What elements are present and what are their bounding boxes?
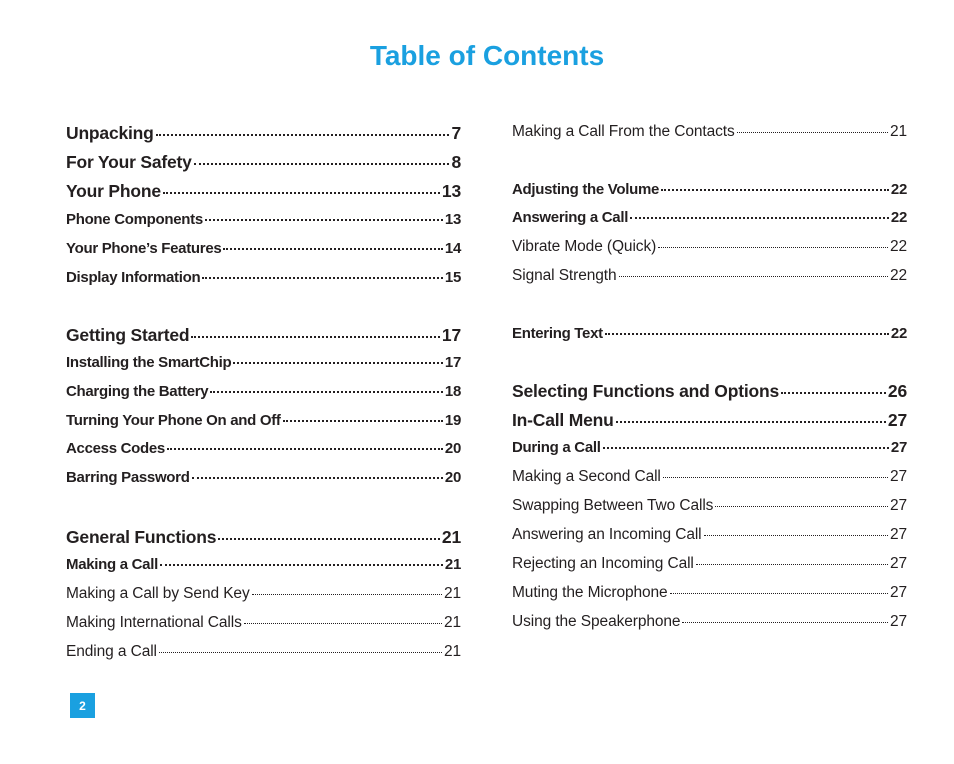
- toc-entry-page: 21: [443, 643, 461, 660]
- toc-entry[interactable]: [66, 354, 461, 371]
- toc-entry[interactable]: [66, 469, 461, 486]
- toc-entry-title: In-Call Menu: [512, 410, 614, 430]
- toc-entry-title: Your Phone’s Features: [66, 240, 222, 257]
- toc-entry-page: 21: [443, 585, 461, 602]
- toc-entry-page: 15: [444, 269, 461, 286]
- toc-dot-leader: [670, 593, 888, 594]
- toc-entry[interactable]: [512, 209, 907, 226]
- toc-dot-leader: [661, 189, 889, 191]
- toc-entry[interactable]: [66, 269, 461, 286]
- toc-entry-page: 21: [441, 527, 461, 547]
- toc-entry-title: Making a Second Call: [512, 468, 661, 485]
- toc-dot-leader: [603, 447, 889, 449]
- toc-dot-leader: [223, 248, 443, 250]
- toc-entry[interactable]: [512, 410, 907, 431]
- toc-dot-leader: [704, 535, 888, 536]
- toc-entry[interactable]: [66, 123, 461, 144]
- toc-entry-title: Adjusting the Volume: [512, 181, 660, 198]
- toc-dot-leader: [244, 623, 442, 624]
- toc-entry-page: 27: [890, 439, 907, 456]
- toc-entry-title: General Functions: [66, 527, 217, 547]
- toc-entry[interactable]: [512, 181, 907, 198]
- toc-entry-title: Making a Call From the Contacts: [512, 123, 735, 140]
- toc-entry-title: Ending a Call: [66, 643, 157, 660]
- toc-entry-title: Access Codes: [66, 440, 165, 457]
- toc-entry-page: 13: [441, 181, 461, 201]
- toc-entry-page: 27: [889, 555, 907, 572]
- toc-dot-leader: [715, 506, 888, 507]
- toc-dot-leader: [192, 477, 443, 479]
- toc-entry[interactable]: [512, 497, 907, 515]
- toc-entry[interactable]: [66, 527, 461, 548]
- toc-dot-leader: [163, 192, 440, 194]
- toc-entry-page: 13: [444, 211, 461, 228]
- toc-entry-page: 20: [444, 469, 461, 486]
- toc-entry-title: Turning Your Phone On and Off: [66, 412, 281, 429]
- toc-entry-title: Swapping Between Two Calls: [512, 497, 714, 514]
- toc-entry[interactable]: [512, 381, 907, 402]
- toc-entry[interactable]: [512, 325, 907, 342]
- toc-entry-title: Signal Strength: [512, 267, 617, 284]
- toc-dot-leader: [605, 333, 889, 335]
- toc-entry-title: Using the Speakerphone: [512, 613, 681, 630]
- toc-entry-page: 22: [889, 238, 907, 255]
- toc-entry-page: 18: [444, 383, 461, 400]
- toc-entry[interactable]: [66, 643, 461, 661]
- toc-dot-leader: [210, 391, 443, 393]
- toc-dot-leader: [630, 217, 889, 219]
- toc-entry-page: 26: [887, 381, 907, 401]
- toc-entry-title: Your Phone: [66, 181, 161, 201]
- toc-entry-page: 21: [443, 614, 461, 631]
- page-number-badge: 2: [70, 693, 95, 718]
- toc-dot-leader: [167, 448, 443, 450]
- toc-entry-page: 21: [444, 556, 461, 573]
- toc-dot-leader: [252, 594, 442, 595]
- toc-entry-page: 22: [890, 209, 907, 226]
- toc-dot-leader: [682, 622, 888, 623]
- toc-entry[interactable]: [66, 556, 461, 573]
- toc-entry-page: 14: [444, 240, 461, 257]
- toc-entry-page: 20: [444, 440, 461, 457]
- toc-entry-page: 22: [890, 325, 907, 342]
- toc-entry[interactable]: [512, 555, 907, 573]
- toc-entry-page: 27: [889, 468, 907, 485]
- toc-dot-leader: [283, 420, 443, 422]
- toc-entry-title: Phone Components: [66, 211, 203, 228]
- toc-dot-leader: [159, 652, 442, 653]
- toc-entry[interactable]: [66, 181, 461, 202]
- toc-entry-title: Muting the Microphone: [512, 584, 668, 601]
- toc-entry-title: Barring Password: [66, 469, 190, 486]
- toc-entry-title: Entering Text: [512, 325, 603, 342]
- toc-entry-title: Rejecting an Incoming Call: [512, 555, 694, 572]
- toc-dot-leader: [202, 277, 443, 279]
- toc-dot-leader: [191, 336, 440, 338]
- toc-entry[interactable]: [66, 412, 461, 429]
- toc-dot-leader: [696, 564, 888, 565]
- toc-entry-page: 27: [889, 526, 907, 543]
- toc-entry[interactable]: [512, 613, 907, 631]
- toc-entry-title: Unpacking: [66, 123, 154, 143]
- toc-entry-page: 22: [889, 267, 907, 284]
- toc-entry-page: 7: [451, 123, 461, 143]
- toc-entry-page: 8: [451, 152, 461, 172]
- toc-dot-leader: [156, 134, 450, 136]
- toc-dot-leader: [194, 163, 450, 165]
- toc-entry-page: 27: [889, 584, 907, 601]
- toc-dot-leader: [658, 247, 888, 248]
- toc-dot-leader: [619, 276, 888, 277]
- toc-entry-page: 22: [890, 181, 907, 198]
- toc-entry[interactable]: [512, 439, 907, 456]
- toc-entry-page: 27: [889, 497, 907, 514]
- toc-dot-leader: [737, 132, 888, 133]
- toc-entry-title: Selecting Functions and Options: [512, 381, 780, 401]
- toc-dot-leader: [218, 538, 440, 540]
- page-title: Table of Contents: [369, 40, 605, 71]
- toc-entry-title: Answering an Incoming Call: [512, 526, 702, 543]
- toc-dot-leader: [233, 362, 443, 364]
- toc-entry[interactable]: [66, 585, 461, 603]
- toc-entry-title: Vibrate Mode (Quick): [512, 238, 657, 255]
- toc-entry-page: 27: [887, 410, 907, 430]
- toc-entry-title: Getting Started: [66, 325, 190, 345]
- toc-entry[interactable]: [66, 240, 461, 257]
- toc-entry[interactable]: [512, 526, 907, 544]
- toc-entry[interactable]: [512, 123, 907, 141]
- toc-entry-page: 27: [889, 613, 907, 630]
- toc-entry-title: Charging the Battery: [66, 383, 209, 400]
- toc-entry[interactable]: [512, 584, 907, 602]
- toc-entry-page: 17: [441, 325, 461, 345]
- toc-entry[interactable]: [66, 440, 461, 457]
- toc-entry[interactable]: [66, 211, 461, 228]
- toc-dot-leader: [616, 421, 886, 423]
- toc-entry[interactable]: [66, 152, 461, 173]
- toc-entry-title: Making a Call by Send Key: [66, 585, 250, 602]
- toc-entry[interactable]: [512, 267, 907, 285]
- toc-entry-title: Making a Call: [66, 556, 158, 573]
- toc-entry-title: Display Information: [66, 269, 201, 286]
- toc-dot-leader: [160, 564, 443, 566]
- toc-entry-title: For Your Safety: [66, 152, 192, 172]
- toc-dot-leader: [663, 477, 888, 478]
- toc-entry[interactable]: [512, 238, 907, 256]
- toc-entry-page: 17: [444, 354, 461, 371]
- toc-entry[interactable]: [512, 468, 907, 486]
- toc-entry-page: 21: [889, 123, 907, 140]
- toc-entry-title: Making International Calls: [66, 614, 242, 631]
- toc-entry[interactable]: [66, 325, 461, 346]
- toc-entry[interactable]: [66, 614, 461, 632]
- toc-dot-leader: [205, 219, 443, 221]
- toc-entry-page: 19: [444, 412, 461, 429]
- toc-entry-title: During a Call: [512, 439, 601, 456]
- toc-entry-title: Answering a Call: [512, 209, 629, 226]
- toc-entry[interactable]: [66, 383, 461, 400]
- toc-dot-leader: [781, 392, 886, 394]
- toc-entry-title: Installing the SmartChip: [66, 354, 232, 371]
